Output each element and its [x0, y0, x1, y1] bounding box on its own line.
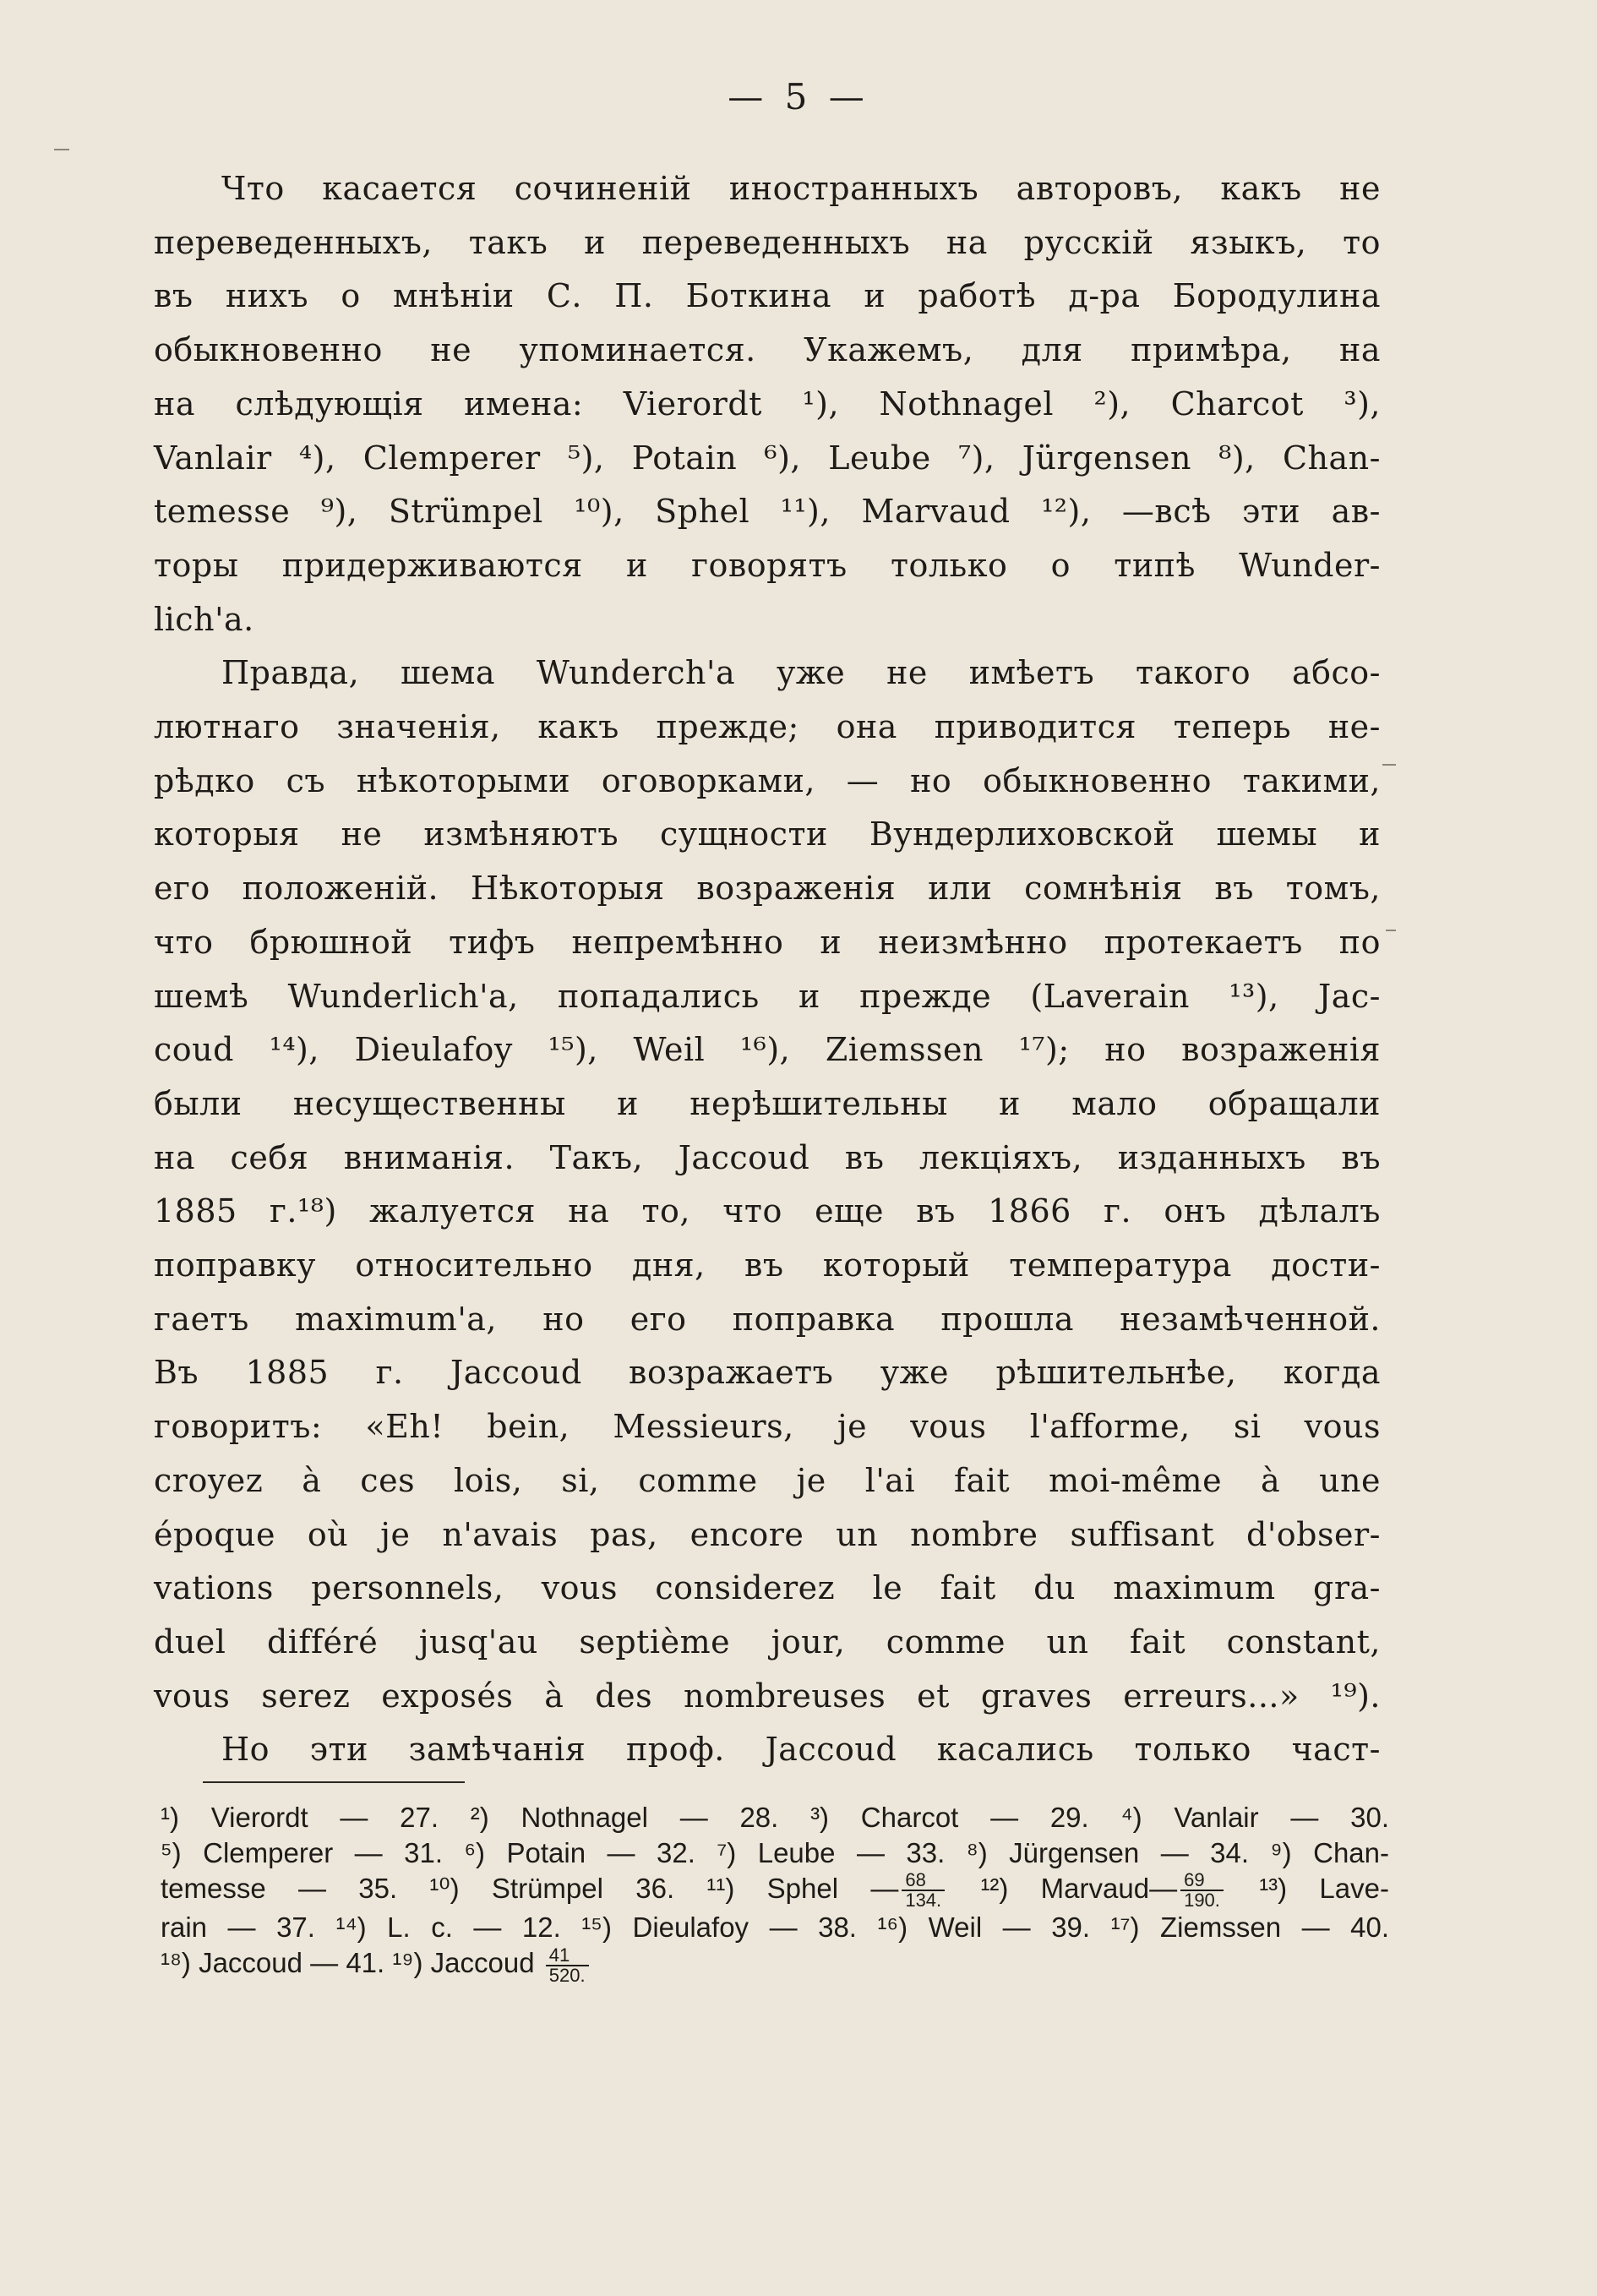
- fraction-denominator: 134.: [905, 1890, 942, 1912]
- paragraph-2: [154, 646, 1381, 1723]
- footnote-line: ⁵) Clemperer — 31. ⁶) Potain — 32. ⁷) Leube — 33. ⁸) Jürgensen — 34. ⁹) Chan-: [161, 1837, 1389, 1868]
- footnote-text: temesse — 35. ¹⁰) Strümpel 36. ¹¹) Sphel —: [161, 1873, 899, 1904]
- text-line: époque où je n'avais pas, encore un nombre suffisant d'obser-: [154, 1515, 1381, 1553]
- text-line: lich'a.: [154, 600, 254, 638]
- footnote-line: [161, 1871, 1389, 1910]
- body-text: [154, 162, 1381, 1777]
- fraction-numerator: 68: [902, 1871, 945, 1891]
- text-line: гаетъ maximum'a, но его поправка прошла незамѣченной.: [154, 1300, 1381, 1338]
- fraction: [546, 1946, 589, 1985]
- text-line: duel différé jusq'au septième jour, comme un fait constant,: [154, 1622, 1381, 1661]
- margin-mark: [1382, 764, 1396, 766]
- text-line: рѣдко съ нѣкоторыми оговорками, — но обыкновенно такими,: [154, 761, 1381, 799]
- text-line: vous serez exposés à des nombreuses et graves erreurs...» ¹⁹).: [154, 1677, 1381, 1715]
- text-line: говоритъ: «Eh! bein, Messieurs, je vous l'afforme, si vous: [154, 1408, 1381, 1446]
- footnote-text: ¹⁸) Jaccoud — 41. ¹⁹) Jaccoud: [161, 1947, 535, 1979]
- text-line: Въ 1885 г. Jaccoud возражаетъ уже рѣшительнѣе, когда: [154, 1354, 1381, 1392]
- text-line: Что касается сочиненій иностранныхъ авторовъ, какъ не: [221, 170, 1381, 207]
- text-line: на себя вниманія. Такъ, Jaccoud въ лекціяхъ, изданныхъ въ: [154, 1138, 1381, 1176]
- fraction-denominator: 190.: [1184, 1890, 1220, 1912]
- footnote-line: rain — 37. ¹⁴) L. c. — 12. ¹⁵) Dieulafoy — 38. ¹⁶) Weil — 39. ¹⁷) Ziemssen — 40.: [161, 1912, 1389, 1944]
- footnote-separator: [203, 1781, 465, 1783]
- text-line: croyez à ces lois, si, comme je l'ai fait moi-même à une: [154, 1461, 1381, 1499]
- footnotes: [161, 1800, 1389, 1985]
- footnote-line: [161, 1945, 1389, 1984]
- text-line: шемѣ Wunderlich'a, попадались и прежде (Laverain ¹³), Jac-: [154, 977, 1381, 1015]
- margin-mark: [1386, 930, 1396, 931]
- text-line: были несущественны и нерѣшительны и мало обращали: [154, 1084, 1381, 1122]
- text-line: которыя не измѣняютъ сущности Вундерлиховской шемы и: [154, 815, 1381, 854]
- fraction-numerator: 69: [1180, 1871, 1224, 1891]
- footnote-text: ¹²) Marvaud—: [980, 1873, 1178, 1904]
- fraction: [1180, 1871, 1224, 1910]
- paragraph-3: [154, 1723, 1381, 1777]
- fraction-denominator: 520.: [548, 1964, 586, 1986]
- paragraph-1: [154, 162, 1381, 646]
- text-line: 1885 г.¹⁸) жалуется на то, что еще въ 1866 г. онъ дѣлалъ: [154, 1192, 1381, 1230]
- text-line: Но эти замѣчанія проф. Jaccoud касались только част-: [221, 1731, 1381, 1769]
- page-number: — 5 —: [728, 76, 869, 117]
- text-line: переведенныхъ, такъ и переведенныхъ на русскій языкъ, то: [154, 223, 1381, 261]
- fraction-numerator: 41: [546, 1946, 589, 1966]
- text-line: торы придерживаются и говорятъ только о типѣ Wunder-: [154, 546, 1381, 584]
- text-line: vations personnels, vous considerez le fait du maximum gra-: [154, 1569, 1381, 1607]
- margin-mark: [54, 149, 69, 150]
- text-line: лютнаго значенія, какъ прежде; она приводится теперь не-: [154, 708, 1381, 746]
- text-line: его положеній. Нѣкоторыя возраженія или сомнѣнія въ томъ,: [154, 870, 1381, 908]
- text-line: что брюшной тифъ непремѣнно и неизмѣнно протекаетъ по: [154, 923, 1381, 961]
- footnote-text: ¹³) Lave-: [1259, 1873, 1389, 1904]
- text-line: на слѣдующія имена: Vierordt ¹), Nothnagel ²), Charcot ³),: [154, 384, 1381, 423]
- text-line: Vanlair ⁴), Clemperer ⁵), Potain ⁶), Leube ⁷), Jürgensen ⁸), Chan-: [154, 439, 1381, 477]
- text-line: поправку относительно дня, въ который температура дости-: [154, 1246, 1381, 1284]
- fraction: [902, 1871, 945, 1910]
- footnote-line: ¹) Vierordt — 27. ²) Nothnagel — 28. ³) Charcot — 29. ⁴) Vanlair — 30.: [161, 1802, 1389, 1833]
- text-line: temesse ⁹), Strümpel ¹⁰), Sphel ¹¹), Marvaud ¹²), —всѣ эти ав-: [154, 493, 1381, 531]
- text-line: въ нихъ о мнѣніи С. П. Боткина и работѣ д-ра Бородулина: [154, 277, 1381, 315]
- text-line: coud ¹⁴), Dieulafoy ¹⁵), Weil ¹⁶), Ziemssen ¹⁷); но возраженія: [154, 1031, 1381, 1069]
- text-line: Правда, шема Wunderch'a уже не имѣетъ такого абсо-: [221, 654, 1381, 692]
- text-line: обыкновенно не упоминается. Укажемъ, для примѣра, на: [154, 331, 1381, 369]
